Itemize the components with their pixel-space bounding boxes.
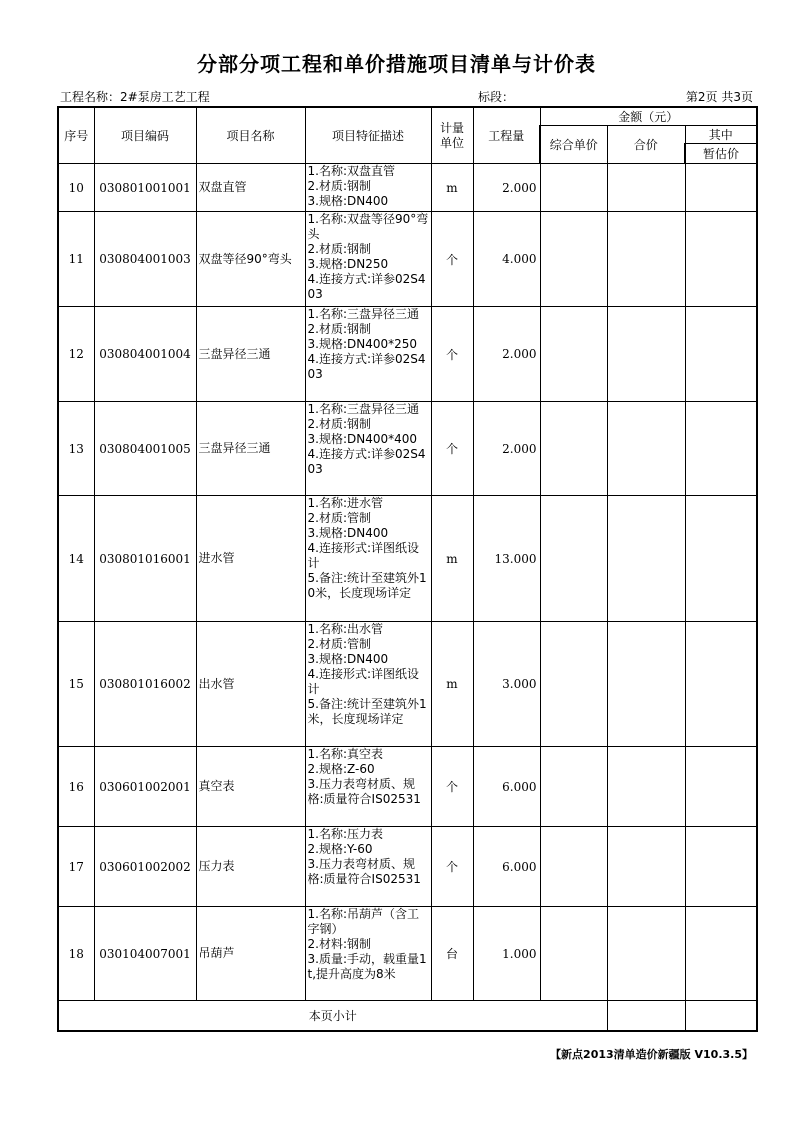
row-name: 真空表 [196,747,305,827]
software-footer: 【新点2013清单造价新疆版 V10.3.5】 [550,1048,753,1061]
row-qty: 13.000 [473,496,540,622]
table-row [58,496,757,622]
table-row [58,164,757,212]
row-name: 吊葫芦 [196,907,305,1001]
row-unit-price [540,402,607,496]
table-row [58,827,757,907]
col-unit-price: 综合单价 [540,126,607,164]
row-desc: 1.名称:出水管 2.材质:管制 3.规格:DN400 4.连接形式:详图纸设计 5.备注:统计至建筑外1米，长度现场详定 [307,622,427,726]
row-code: 030801016001 [94,496,196,622]
row-name: 双盘直管 [196,164,305,212]
row-unit: 台 [431,907,473,1001]
row-total [607,212,685,307]
row-provisional [685,827,757,907]
row-qty: 6.000 [473,827,540,907]
row-total [607,307,685,402]
table-row [58,622,757,747]
row-desc: 1.名称:真空表 2.规格:Z-60 3.压力表弯材质、规格:质量符合IS02531 [307,747,421,806]
subtotal-row [58,1001,757,1031]
row-unit-price [540,212,607,307]
row-qty: 6.000 [473,747,540,827]
row-provisional [685,496,757,622]
table-row [58,402,757,496]
row-unit-price [540,747,607,827]
row-qty: 1.000 [473,907,540,1001]
row-name: 三盘异径三通 [196,307,305,402]
col-unit: 计量 单位 [431,107,473,164]
col-seq: 序号 [58,107,94,164]
col-name: 项目名称 [196,107,305,164]
row-qty: 3.000 [473,622,540,747]
row-seq: 16 [58,747,94,827]
row-name: 进水管 [196,496,305,622]
section-label: 标段： [478,90,515,104]
row-qty: 2.000 [473,307,540,402]
row-name: 出水管 [196,622,305,747]
row-unit-price [540,496,607,622]
row-unit: 个 [431,827,473,907]
subtotal-label: 本页小计 [58,1001,607,1031]
row-unit: 个 [431,212,473,307]
col-amount: 金额（元） [540,107,757,126]
row-total [607,622,685,747]
page-number: 第2页 共3页 [685,90,753,104]
row-desc: 1.名称:双盘等径90°弯头 2.材质:钢制 3.规格:DN250 4.连接方式:详参02S403 [307,212,429,301]
row-code: 030104007001 [94,907,196,1001]
row-unit: 个 [431,402,473,496]
row-seq: 18 [58,907,94,1001]
row-provisional [685,907,757,1001]
row-qty: 2.000 [473,164,540,212]
page-title: 分部分项工程和单价措施项目清单与计价表 [197,52,596,76]
row-total [607,747,685,827]
row-provisional [685,402,757,496]
row-code: 030601002002 [94,827,196,907]
bill-table [57,106,758,1032]
col-qty: 工程量 [473,107,540,164]
row-code: 030601002001 [94,747,196,827]
row-desc: 1.名称:三盘异径三通 2.材质:钢制 3.规格:DN400*400 4.连接方式:详参02S403 [307,402,426,476]
row-total [607,164,685,212]
row-provisional [685,212,757,307]
row-code: 030801001001 [94,164,196,212]
col-provisional: 暂估价 [685,144,757,164]
subtotal-total [607,1001,685,1031]
table-row [58,212,757,307]
row-desc: 1.名称:吊葫芦（含工字钢） 2.材料:钢制 3.质量:手动，载重量1t,提升高度为8米 [307,907,427,981]
table-row [58,307,757,402]
row-code: 030804001003 [94,212,196,307]
col-total: 合价 [607,126,685,164]
row-seq: 12 [58,307,94,402]
table-row [58,747,757,827]
row-unit-price [540,307,607,402]
row-name: 压力表 [196,827,305,907]
row-provisional [685,164,757,212]
row-desc: 1.名称:三盘异径三通 2.材质:钢制 3.规格:DN400*250 4.连接方式:详参02S403 [307,307,426,381]
col-code: 项目编码 [94,107,196,164]
row-unit-price [540,622,607,747]
table-row [58,907,757,1001]
row-seq: 14 [58,496,94,622]
row-seq: 13 [58,402,94,496]
row-code: 030804001005 [94,402,196,496]
row-qty: 2.000 [473,402,540,496]
row-total [607,827,685,907]
project-name: 工程名称：2#泵房工艺工程 [60,90,210,104]
row-unit: m [431,622,473,747]
subtotal-provisional [685,1001,757,1031]
row-unit-price [540,827,607,907]
row-code: 030801016002 [94,622,196,747]
col-desc: 项目特征描述 [305,107,431,164]
row-total [607,496,685,622]
row-unit: m [431,164,473,212]
row-unit: 个 [431,307,473,402]
row-seq: 17 [58,827,94,907]
row-provisional [685,622,757,747]
row-seq: 15 [58,622,94,747]
row-seq: 11 [58,212,94,307]
row-qty: 4.000 [473,212,540,307]
row-total [607,907,685,1001]
row-unit-price [540,164,607,212]
row-unit: 个 [431,747,473,827]
row-desc: 1.名称:进水管 2.材质:管制 3.规格:DN400 4.连接形式:详图纸设计 5.备注:统计至建筑外10米，长度现场详定 [307,496,427,600]
col-of-which: 其中 [685,126,757,144]
row-total [607,402,685,496]
row-code: 030804001004 [94,307,196,402]
row-name: 三盘异径三通 [196,402,305,496]
row-seq: 10 [58,164,94,212]
row-provisional [685,307,757,402]
row-desc: 1.名称:双盘直管 2.材质:钢制 3.规格:DN400 [307,164,395,208]
row-unit: m [431,496,473,622]
row-unit-price [540,907,607,1001]
row-name: 双盘等径90°弯头 [196,212,305,307]
row-provisional [685,747,757,827]
row-desc: 1.名称:压力表 2.规格:Y-60 3.压力表弯材质、规格:质量符合IS02531 [307,827,421,886]
